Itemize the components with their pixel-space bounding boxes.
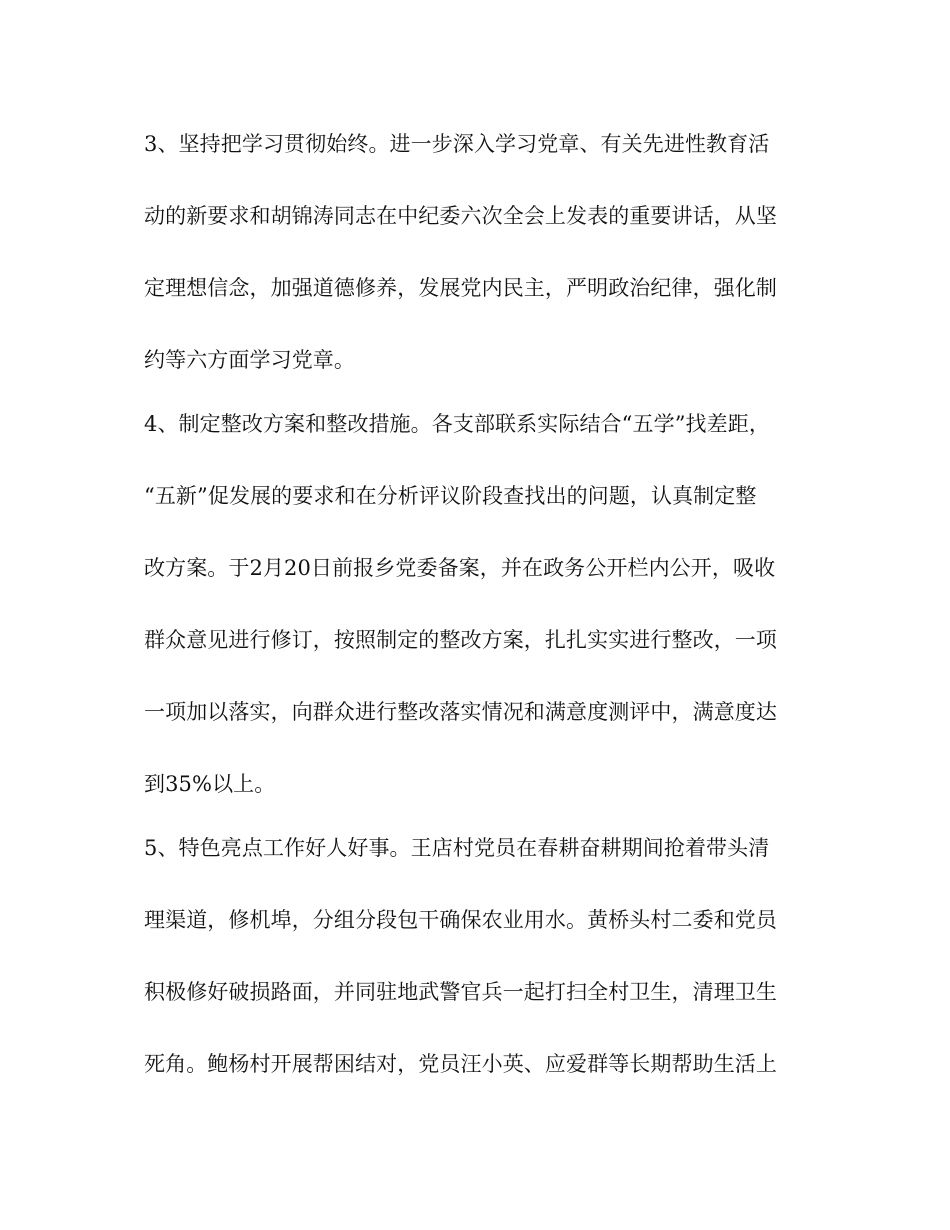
- paragraph-4-line-5: 一项加以落实，向群众进行整改落实情况和满意度测评中，满意度达: [144, 700, 777, 724]
- paragraph-5-line-3: 积极修好破损路面，并同驻地武警官兵一起打扫全村卫生，清理卫生: [144, 980, 777, 1004]
- paragraph-3-line-1: 3、坚持把学习贯彻始终。进一步深入学习党章、有关先进性教育活: [144, 132, 770, 156]
- paragraph-4-line-1: 4、制定整改方案和整改措施。各支部联系实际结合“五学”找差距，: [144, 412, 770, 436]
- paragraph-3-line-2: 动的新要求和胡锦涛同志在中纪委六次全会上发表的重要讲话，从坚: [144, 204, 777, 228]
- paragraph-3-line-3: 定理想信念，加强道德修养，发展党内民主，严明政治纪律，强化制: [144, 276, 777, 300]
- paragraph-4-line-3: 改方案。于2月20日前报乡党委备案，并在政务公开栏内公开，吸收: [144, 556, 776, 580]
- paragraph-4-line-6: 到35%以上。: [144, 772, 276, 796]
- paragraph-5-line-4: 死角。鲍杨村开展帮困结对，党员汪小英、应爱群等长期帮助生活上: [144, 1052, 777, 1076]
- paragraph-3-line-4: 约等六方面学习党章。: [144, 348, 355, 372]
- paragraph-4-line-4: 群众意见进行修订，按照制定的整改方案，扎扎实实进行整改，一项: [144, 628, 777, 652]
- paragraph-5-line-2: 理渠道，修机埠，分组分段包干确保农业用水。黄桥头村二委和党员: [144, 908, 777, 932]
- paragraph-5-line-1: 5、特色亮点工作好人好事。王店村党员在春耕奋耕期间抢着带头清: [144, 836, 770, 860]
- paragraph-4-line-2: “五新”促发展的要求和在分析评议阶段查找出的问题，认真制定整: [144, 484, 757, 508]
